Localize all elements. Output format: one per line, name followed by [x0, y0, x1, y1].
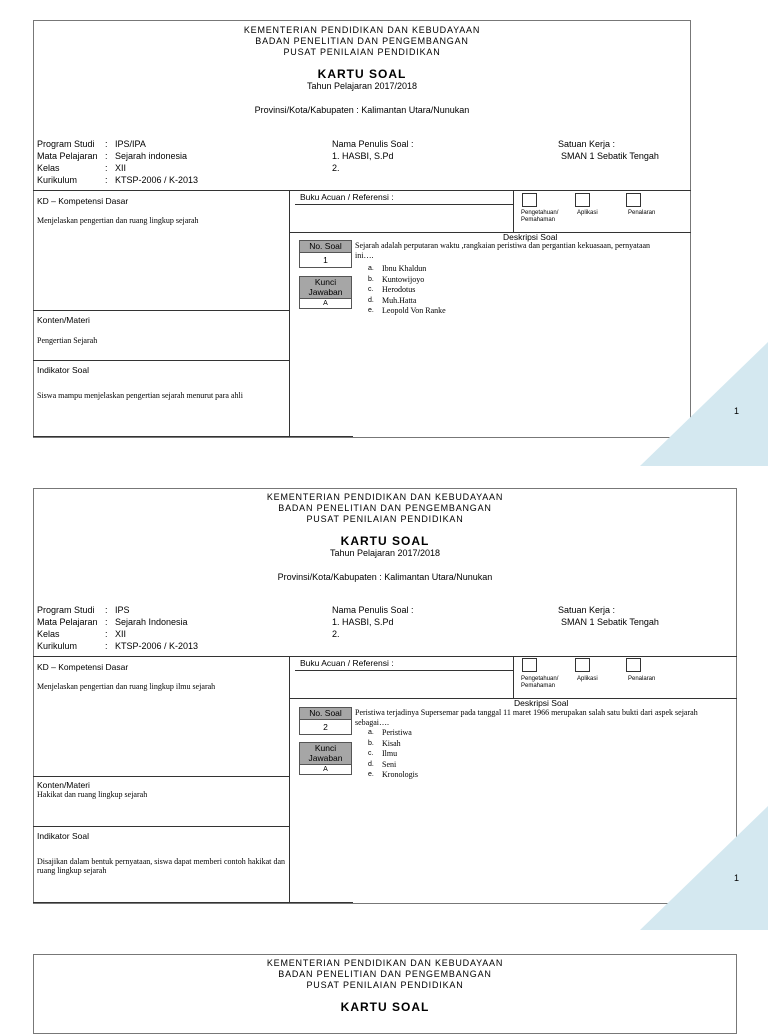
options-list	[368, 728, 418, 781]
divider	[513, 656, 514, 698]
option	[368, 296, 446, 307]
level-label: Aplikasi	[577, 676, 598, 682]
mapel-value: Sejarah indonesia	[115, 151, 188, 161]
colon: :	[105, 175, 108, 185]
kd-label: KD – Kompetensi Dasar	[37, 196, 129, 206]
checkbox-pengetahuan[interactable]	[522, 658, 537, 672]
label: Nama Penulis Soal :	[332, 605, 414, 615]
kd-text: Menjelaskan pengertian dan ruang lingkup ilmu sejarah	[37, 682, 216, 691]
colon: :	[105, 163, 108, 173]
identity-block	[37, 604, 198, 652]
level-label: Penalaran	[628, 210, 656, 216]
option-text: Ilmu	[382, 749, 398, 758]
indikator-text: Disajikan dalam bentuk pernyataan, siswa dapat memberi contoh hakikat dan ruang lingkup sejarah	[37, 857, 285, 875]
writer-block	[332, 138, 414, 174]
level-label	[521, 210, 558, 224]
label: Program Studi	[37, 605, 95, 615]
option-letter: e.	[368, 771, 374, 778]
page-gap	[0, 466, 768, 486]
option	[368, 760, 418, 771]
option	[368, 728, 418, 739]
level-label	[521, 676, 558, 690]
card-title: KARTU SOAL	[340, 1000, 430, 1014]
mapel-value: Sejarah Indonesia	[115, 617, 188, 627]
kunci-text: Kunci	[314, 277, 337, 287]
level-text: Pemahaman	[521, 683, 556, 689]
indikator-label: Indikator Soal	[37, 365, 89, 375]
option-letter: d.	[368, 296, 374, 304]
corner-decoration	[640, 342, 768, 466]
kurikulum-value: KTSP-2006 / K-2013	[115, 175, 199, 185]
label: Kelas	[37, 163, 60, 173]
work-unit-block	[558, 138, 659, 162]
header-line: KEMENTERIAN PENDIDIKAN DAN KEBUDAYAAN	[266, 958, 504, 968]
no-soal-value: 2	[299, 719, 352, 735]
label: Program Studi	[37, 139, 95, 149]
checkbox-aplikasi[interactable]	[575, 193, 590, 207]
label: Satuan Kerja :	[558, 139, 616, 149]
writer-block	[332, 604, 414, 640]
divider	[289, 656, 290, 902]
konten-label: Konten/Materi	[37, 780, 90, 790]
checkbox-pengetahuan[interactable]	[522, 193, 537, 207]
header-line: KEMENTERIAN PENDIDIKAN DAN KEBUDAYAAN	[243, 25, 481, 35]
kunci-label	[299, 276, 352, 299]
divider	[295, 204, 513, 205]
program-value: IPS	[115, 605, 130, 615]
kd-label: KD – Kompetensi Dasar	[37, 662, 129, 672]
writer-2: 2.	[332, 629, 340, 639]
question-text: Sejarah adalah perputaran waktu ,rangkaian peristiwa dan pergantian kekuasaan, pernyataan ini….	[355, 241, 651, 260]
kunci-text: Kunci	[314, 743, 337, 753]
option-letter: c.	[368, 750, 374, 757]
option	[368, 770, 418, 781]
deskripsi-label: Deskripsi Soal	[514, 698, 569, 708]
colon: :	[105, 629, 108, 639]
option-text: Kuntowijoyo	[382, 274, 425, 284]
page-gap	[0, 0, 768, 18]
option	[368, 285, 446, 296]
option-letter: c.	[368, 286, 374, 293]
page-gap	[0, 930, 768, 952]
label: Mata Pelajaran	[37, 151, 98, 161]
level-text: Pemahaman	[521, 217, 556, 223]
konten-text: Hakikat dan ruang lingkup sejarah	[37, 790, 148, 799]
option-text: Muh.Hatta	[382, 295, 417, 305]
label: Kurikulum	[37, 175, 78, 185]
option	[368, 264, 446, 275]
writer-2: 2.	[332, 163, 340, 173]
header-line: KEMENTERIAN PENDIDIKAN DAN KEBUDAYAAN	[266, 492, 504, 502]
divider	[295, 670, 513, 671]
checkbox-penalaran[interactable]	[626, 193, 641, 207]
divider	[289, 190, 290, 436]
option-text: Leopold Von Ranke	[382, 306, 446, 315]
program-value: IPS/IPA	[115, 139, 146, 149]
option	[368, 275, 446, 286]
school-year: Tahun Pelajaran 2017/2018	[306, 81, 418, 91]
label: Nama Penulis Soal :	[332, 139, 414, 149]
divider	[33, 436, 353, 437]
label: Mata Pelajaran	[37, 617, 98, 627]
divider	[33, 656, 737, 657]
konten-label: Konten/Materi	[37, 315, 90, 325]
header-line: PUSAT PENILAIAN PENDIDIKAN	[306, 980, 464, 990]
divider	[33, 310, 289, 311]
level-label: Penalaran	[628, 676, 656, 682]
divider	[33, 360, 289, 361]
colon: :	[105, 139, 108, 149]
page-number: 1	[734, 873, 740, 883]
option-letter: b.	[368, 275, 374, 283]
region: Provinsi/Kota/Kabupaten : Kalimantan Utara/Nunukan	[254, 105, 470, 115]
kunci-text: Jawaban	[308, 287, 343, 297]
region: Provinsi/Kota/Kabupaten : Kalimantan Utara/Nunukan	[277, 572, 493, 582]
question-text: Peristiwa terjadinya Supersemar pada tanggal 11 maret 1966 merupakan salah satu bukti dari aspek sejarah sebagai….	[355, 708, 698, 727]
option-letter: e.	[368, 307, 374, 314]
option-letter: d.	[368, 760, 374, 768]
option-letter: b.	[368, 739, 374, 747]
card-title: KARTU SOAL	[317, 67, 407, 81]
corner-decoration	[640, 806, 768, 930]
option	[368, 739, 418, 750]
level-text: Pengetahuan/	[521, 676, 559, 682]
divider	[289, 232, 691, 233]
option-text: Kronologis	[382, 770, 418, 779]
header-line: PUSAT PENILAIAN PENDIDIKAN	[306, 514, 464, 524]
options-list	[368, 264, 446, 317]
label: Kelas	[37, 629, 60, 639]
level-text: Pengetahuan/	[521, 210, 559, 216]
divider	[513, 190, 514, 232]
writer-1: 1. HASBI, S.Pd	[332, 151, 394, 161]
kelas-value: XII	[115, 629, 127, 639]
level-label: Aplikasi	[577, 210, 598, 216]
colon: :	[105, 151, 108, 161]
checkbox-aplikasi[interactable]	[575, 658, 590, 672]
indikator-text: Siswa mampu menjelaskan pengertian sejarah menurut para ahli	[37, 391, 243, 400]
no-soal-value: 1	[299, 252, 352, 268]
checkbox-penalaran[interactable]	[626, 658, 641, 672]
card-title: KARTU SOAL	[340, 534, 430, 548]
indikator-label: Indikator Soal	[37, 831, 89, 841]
option-text: Ibnu Khaldun	[382, 264, 427, 273]
school-year: Tahun Pelajaran 2017/2018	[329, 548, 441, 558]
kunci-text: Jawaban	[308, 753, 343, 763]
header-line: PUSAT PENILAIAN PENDIDIKAN	[283, 47, 441, 57]
reference-label: Buku Acuan / Referensi :	[300, 658, 394, 668]
divider	[33, 776, 289, 777]
colon: :	[105, 605, 108, 615]
colon: :	[105, 617, 108, 627]
header-line: BADAN PENELITIAN DAN PENGEMBANGAN	[278, 503, 492, 513]
reference-label: Buku Acuan / Referensi :	[300, 192, 394, 202]
identity-block	[37, 138, 198, 186]
work-unit-value: SMAN 1 Sebatik Tengah	[561, 617, 659, 627]
no-soal-label: No. Soal	[299, 240, 352, 253]
option-text: Herodotus	[382, 285, 416, 294]
page-number: 1	[734, 406, 740, 416]
kd-text: Menjelaskan pengertian dan ruang lingkup sejarah	[37, 216, 199, 225]
kurikulum-value: KTSP-2006 / K-2013	[115, 641, 199, 651]
kunci-label	[299, 742, 352, 765]
deskripsi-label: Deskripsi Soal	[503, 232, 558, 242]
colon: :	[105, 641, 108, 651]
option	[368, 749, 418, 760]
writer-1: 1. HASBI, S.Pd	[332, 617, 394, 627]
option-letter: a.	[368, 265, 374, 272]
work-unit-value: SMAN 1 Sebatik Tengah	[561, 151, 659, 161]
kelas-value: XII	[115, 163, 127, 173]
header-line: BADAN PENELITIAN DAN PENGEMBANGAN	[255, 36, 469, 46]
divider	[33, 190, 691, 191]
option-letter: a.	[368, 729, 374, 736]
option-text: Seni	[382, 759, 397, 769]
option	[368, 306, 446, 317]
header-line: BADAN PENELITIAN DAN PENGEMBANGAN	[278, 969, 492, 979]
konten-text: Pengertian Sejarah	[37, 336, 98, 345]
no-soal-label: No. Soal	[299, 707, 352, 720]
label: Satuan Kerja :	[558, 605, 616, 615]
label: Kurikulum	[37, 641, 78, 651]
work-unit-block	[558, 604, 659, 628]
kunci-value: A	[299, 298, 352, 309]
divider	[33, 826, 289, 827]
divider	[289, 698, 737, 699]
option-text: Kisah	[382, 738, 401, 748]
divider	[33, 902, 353, 903]
kunci-value: A	[299, 764, 352, 775]
option-text: Peristiwa	[382, 728, 412, 737]
